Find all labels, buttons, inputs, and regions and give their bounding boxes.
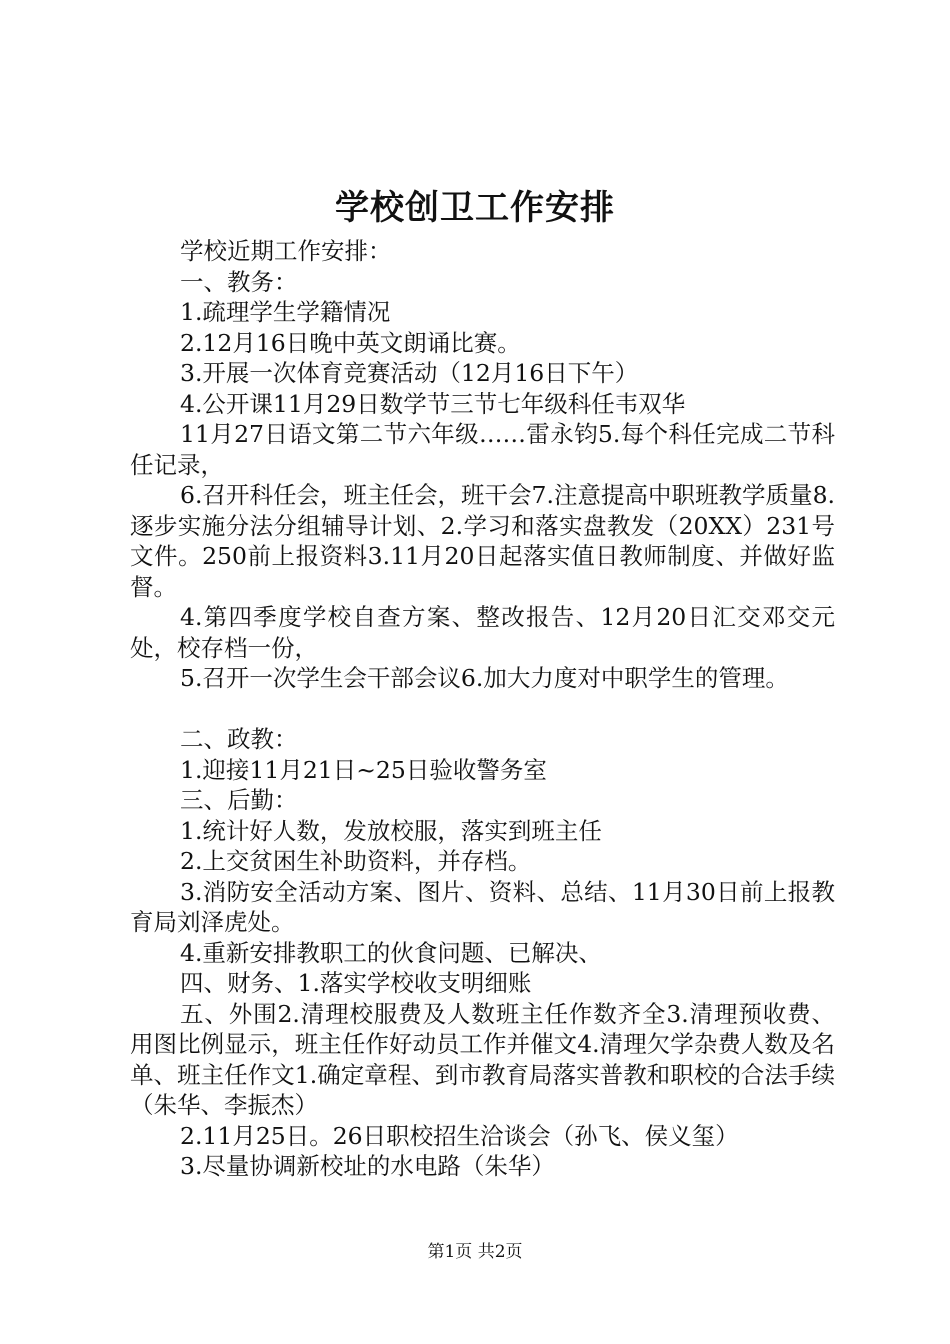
paragraph: 2.上交贫困生补助资料，并存档。: [180, 847, 532, 875]
paragraph: 3.开展一次体育竞赛活动（12月16日下午）: [180, 359, 639, 387]
paragraph: 1.统计好人数，发放校服，落实到班主任: [180, 816, 602, 845]
paragraph: 4.第四季度学校自查方案、整改报告、12月20日汇交邓交元处，校存档一份，: [130, 603, 835, 662]
blank-line: [130, 694, 835, 725]
paragraph: 五、外围2.清理校服费及人数班主任作数齐全3.清理预收费、用图比例显示，班主任作好动员工作并催文4.清理欠学杂费人数及名单、班主任作文1.确定章程、到市教育局落实普教和职校的合法手续（朱华、李振杰）: [130, 999, 835, 1119]
paragraph: 3.消防安全活动方案、图片、资料、总结、11月30日前上报教育局刘泽虎处。: [130, 877, 835, 936]
paragraph: 3.尽量协调新校址的水电路（朱华）: [180, 1152, 555, 1180]
paragraph: 2.11月25日。26日职校招生洽谈会（孙飞、侯义玺）: [180, 1121, 739, 1150]
paragraph: 11月27日语文第二节六年级……雷永钧5.每个科任完成二节科任记录，: [130, 420, 835, 479]
paragraph: 4.重新安排教职工的伙食问题、已解决、: [180, 938, 602, 967]
paragraph: 6.召开科任会，班主任会，班干会7.注意提高中职班教学质量8.逐步实施分法分组辅导计划、2.学习和落实盘教发（20XX）231号文件。250前上报资料3.11月20日起落实值日教师制度、并做好监督。: [130, 481, 835, 601]
paragraph: 5.召开一次学生会干部会议6.加大力度对中职学生的管理。: [180, 664, 789, 692]
paragraph: 一、教务：: [180, 267, 298, 296]
document-title: 学校创卫工作安排: [335, 188, 615, 228]
paragraph: 1.疏理学生学籍情况: [180, 298, 391, 326]
paragraph: 学校近期工作安排：: [180, 237, 392, 265]
paragraph: 4.公开课11月29日数学节三节七年级科任韦双华: [180, 389, 686, 418]
paragraph: 三、后勤：: [180, 786, 298, 814]
paragraph: 二、政教：: [180, 725, 298, 753]
paragraph: 2.12月16日晚中英文朗诵比赛。: [180, 328, 521, 357]
paragraph: 四、财务、1.落实学校收支明细账: [180, 969, 532, 997]
page-footer: 第1页 共2页: [427, 1242, 523, 1262]
paragraph: 1.迎接11月21日~25日验收警务室: [180, 755, 547, 784]
document-body: [130, 236, 835, 1182]
